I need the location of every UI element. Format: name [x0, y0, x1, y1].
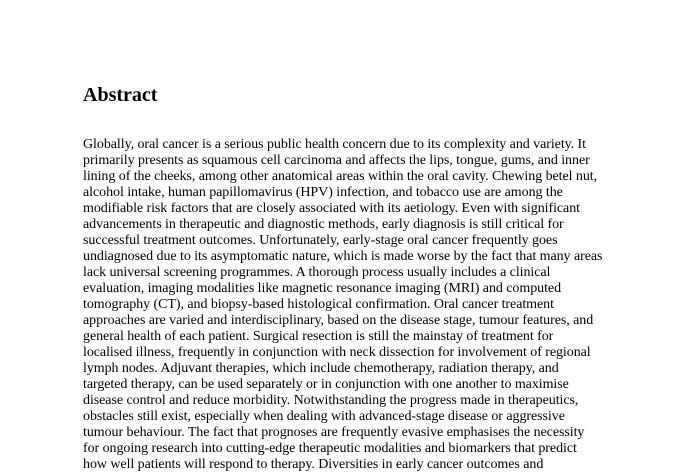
abstract-line: targeted therapy, can be used separately or in conjunction with one another to maximise — [83, 377, 569, 392]
abstract-line: how well patients will respond to therapy. Diversities in early cancer outcomes and — [83, 457, 544, 472]
abstract-heading: Abstract — [83, 84, 158, 106]
abstract-line: general health of each patient. Surgical resection is still the mainstay of treatment for — [83, 329, 554, 344]
abstract-line: localised illness, frequently in conjunction with neck dissection for involvement of regional — [83, 345, 591, 360]
abstract-body — [83, 137, 602, 473]
abstract-line: alcohol intake, human papillomavirus (HPV) infection, and tobacco use are among the — [83, 185, 563, 200]
abstract-line: lining of the cheeks, among other anatomical areas within the oral cavity. Chewing betel nut, — [83, 169, 598, 184]
abstract-line: advancements in therapeutic and diagnostic methods, early diagnosis is still critical for — [83, 217, 564, 232]
abstract-line: successful treatment outcomes. Unfortunately, early-stage oral cancer frequently goes — [83, 233, 558, 248]
abstract-line: modifiable risk factors that are closely associated with its aetiology. Even with significant — [83, 201, 580, 216]
abstract-line: undiagnosed due to its asymptomatic nature, which is made worse by the fact that many areas — [83, 249, 603, 264]
abstract-line: lack universal screening programmes. A thorough process usually includes a clinical — [83, 265, 551, 280]
abstract-line: approaches are varied and interdisciplinary, based on the disease stage, tumour features, and — [83, 313, 594, 328]
abstract-line: evaluation, imaging modalities like magnetic resonance imaging (MRI) and computed — [83, 281, 562, 296]
abstract-line: tomography (CT), and biopsy-based histological confirmation. Oral cancer treatment — [83, 297, 554, 312]
abstract-line: primarily presents as squamous cell carcinoma and affects the lips, tongue, gums, and inner — [83, 153, 590, 168]
abstract-line: obstacles still exist, especially when dealing with advanced-stage disease or aggressive — [83, 409, 565, 424]
abstract-line: for ongoing research into cutting-edge therapeutic modalities and biomarkers that predict — [83, 441, 577, 456]
abstract-line: lymph nodes. Adjuvant therapies, which include chemotherapy, radiation therapy, and — [83, 361, 559, 376]
abstract-line: Globally, oral cancer is a serious public health concern due to its complexity and variety. It — [83, 137, 586, 152]
abstract-line: tumour behaviour. The fact that prognoses are frequently evasive emphasises the necessity — [83, 425, 585, 440]
abstract-line: disease control and reduce morbidity. Notwithstanding the progress made in therapeutics, — [83, 393, 579, 408]
